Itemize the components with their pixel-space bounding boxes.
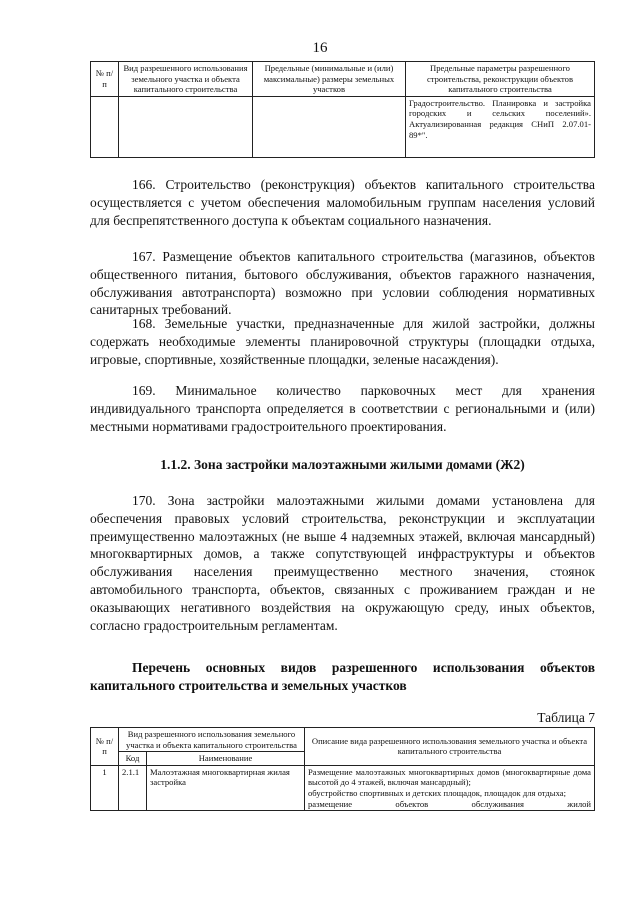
table-header-row [91,728,595,752]
permitted-use-table [90,727,595,811]
header-code: Код [119,752,147,766]
header-description: Описание вида разрешенного использования земельного участка и объекта капитального строительства [305,728,595,766]
description-line: Размещение малоэтажных многоквартирных домов (многоквартирные дома высотой до 4 этажей, включая мансардный); [308,766,591,788]
row-description [305,765,595,810]
description-line: размещение объектов обслуживания жилой [308,798,591,809]
row-name: Малоэтажная многоквартирная жилая застройка [147,765,305,810]
description-line: обустройство спортивных и детских площадок, площадок для отдыха; [308,787,566,798]
header-use-type: Вид разрешенного использования земельного участка и объекта капитального строительства [119,62,253,97]
paragraph-167: 167. Размещение объектов капитального строительства (магазинов, объектов общественного питания, бытового обслуживания, объектов гаражного назначения, обслуживания автотранспорта) возможно при условии соблюдения нормативных санитарных требований. [90,249,595,318]
list-heading: Перечень основных видов разрешенного использования объектов капитального строительства и земельных участков [90,660,595,693]
header-use-type: Вид разрешенного использования земельного участка и объекта капитального строительства [119,728,305,752]
paragraph-169: 169. Минимальное количество парковочных мест для хранения индивидуального транспорта определяется в соответствии с региональными и (или) местными нормативами градостроительного проектирования. [90,383,595,434]
table-row [91,765,595,810]
section-heading: 1.1.2. Зона застройки малоэтажными жилыми домами (Ж2) [160,457,525,472]
page-number: 16 [312,40,328,56]
paragraph-166: 166. Строительство (реконструкция) объектов капитального строительства осуществляется с учетом обеспечения маломобильным группам населения условий для беспрепятственного доступа к объектам социального назначения. [90,177,595,228]
table-cell [119,96,253,157]
table-caption: Таблица 7 [537,710,595,725]
paragraph-168: 168. Земельные участки, предназначенные для жилой застройки, должны содержать необходимые элементы планировочной структуры (площадки отдыха, игровые, спортивные, хозяйственные площадки, зеленые насаждения). [90,316,595,367]
table-cell-continuation: Градостроительство. Планировка и застройка городских и сельских поселений». Актуализированная редакция СНиП 2.07.01-89*". [406,96,595,157]
header-number: № п/п [91,62,119,97]
table-header-row [91,62,595,97]
paragraph-170: 170. Зона застройки малоэтажными жилыми домами установлена для обеспечения правовых условий строительства, реконструкции и эксплуатации преимущественно малоэтажных (не выше 4 надземных этажей, включая мансардный) многоквартирных домов, а также сопутствующей инфраструктуры и объектов обслуживания населения преимущественно местного значения, стоянок автомобильного транспорта, объектов, связанных с проживанием граждан и не оказывающих негативного воздействия на окружающую среду, иных объектов, согласно градостроительным регламентам. [90,493,595,633]
table-cell [91,96,119,157]
zoning-parameters-table-continued [90,61,595,158]
row-number: 1 [91,765,119,810]
table-row [91,96,595,157]
table-cell [253,96,406,157]
row-code: 2.1.1 [119,765,147,810]
header-number: № п/п [91,728,119,766]
header-build-params: Предельные параметры разрешенного строительства, реконструкции объектов капитального строительства [406,62,595,97]
header-name: Наименование [147,752,305,766]
header-plot-size: Предельные (минимальные и (или) максимальные) размеры земельных участков [253,62,406,97]
